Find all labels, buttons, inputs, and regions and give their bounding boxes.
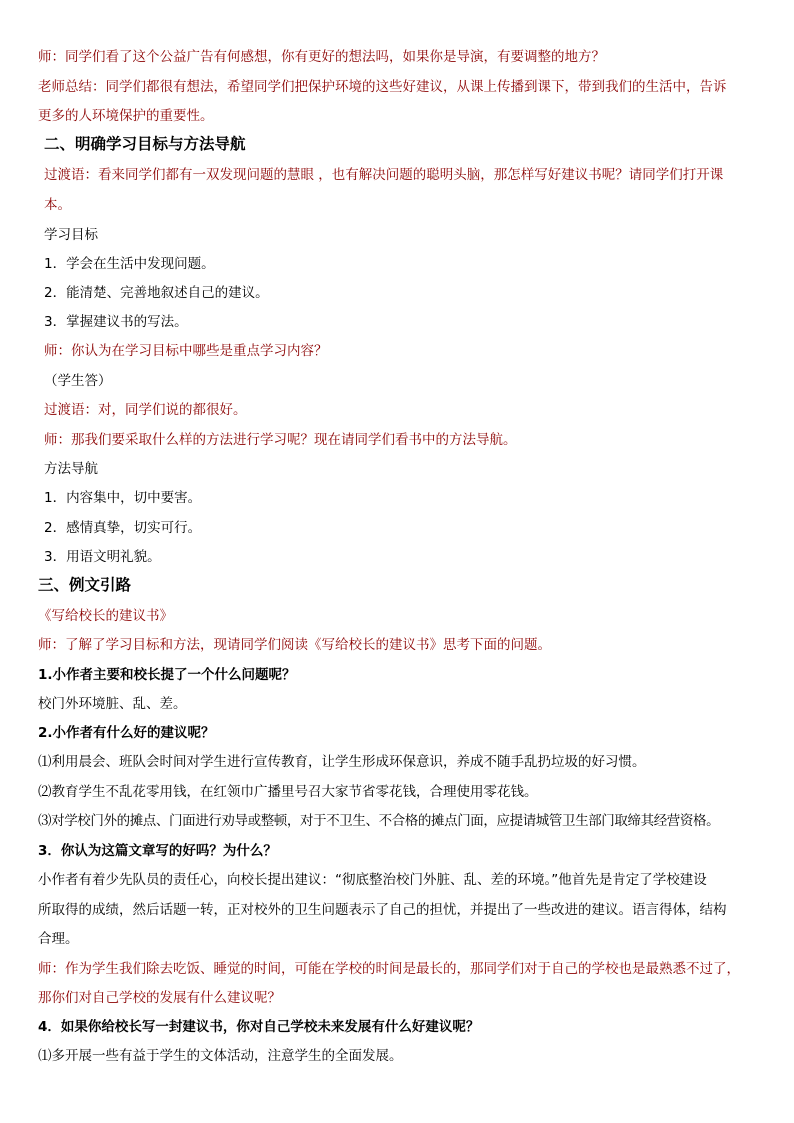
answer-1: 校门外环境脏、乱、差。 [38,696,187,712]
example-title: 《写给校长的建议书》 [38,608,173,624]
answer-2-item-1: ⑴利用晨会、班队会时间对学生进行宣传教育，让学生形成环保意识，养成不随手乱扔垃圾的好习惯。 [38,754,646,770]
question-3: 3．你认为这篇文章写的好吗？为什么？ [38,843,277,859]
answer-2-item-3: ⑶对学校门外的摊点、门面进行劝导或整顿，对于不卫生、不合格的摊点门面，应提请城管卫生部门取缔其经营资格。 [38,813,720,829]
teacher-reading-line: 师：了解了学习目标和方法，现请同学们阅读《写给校长的建议书》思考下面的问题。 [38,637,551,653]
question-2: 2.小作者有什么好的建议呢？ [38,725,215,741]
section-heading-3: 三、例文引路 [38,576,132,594]
answer-2-item-2: ⑵教育学生不乱花零用钱，在红领巾广播里号召大家节省零花钱，合理使用零花钱。 [38,784,538,800]
answer-3-line-2: 所取得的成绩，然后话题一转，正对校外的卫生问题表示了自己的担忧，并提出了一些改进的建议。语言得体，结构 [38,902,727,918]
teacher-summary-line-2: 更多的人环境保护的重要性。 [38,108,214,124]
section-heading-2: 二、明确学习目标与方法导航 [44,135,246,153]
teacher-school-line-1: 师：作为学生我们除去吃饭、睡觉的时间，可能在学校的时间是最长的，那同学们对于自己的学校也是最熟悉不过了， [38,961,740,977]
methods-heading: 方法导航 [44,461,98,477]
transition-line-1: 过渡语：看来同学们都有一双发现问题的慧眼 ，也有解决问题的聪明头脑，那怎样写好建议书呢？请同学们打开课 [44,167,724,183]
goal-item-3: 3．掌握建议书的写法。 [44,314,188,330]
goals-heading: 学习目标 [44,227,98,243]
answer-4-item-1: ⑴多开展一些有益于学生的文体活动，注意学生的全面发展。 [38,1048,403,1064]
goal-item-1: 1．学会在生活中发现问题。 [44,256,215,272]
answer-3-line-3: 合理。 [38,931,79,947]
goal-item-2: 2．能清楚、完善地叙述自己的建议。 [44,285,269,301]
teacher-school-line-2: 那你们对自己学校的发展有什么建议呢？ [38,990,281,1006]
method-item-3: 3．用语文明礼貌。 [44,549,161,565]
teacher-question-line: 师：同学们看了这个公益广告有何感想，你有更好的想法吗，如果你是导演，有要调整的地方？ [38,49,605,65]
method-item-1: 1．内容集中，切中要害。 [44,490,202,506]
question-4: 4．如果你给校长写一封建议书，你对自己学校未来发展有什么好建议呢？ [38,1019,480,1035]
transition-line-2: 本。 [44,197,71,213]
method-item-2: 2．感情真挚，切实可行。 [44,520,202,536]
student-answer-note: （学生答） [44,373,112,389]
teacher-summary-line-1: 老师总结：同学们都很有想法，希望同学们把保护环境的这些好建议，从课上传播到课下，带到我们的生活中，告诉 [38,79,727,95]
answer-3-line-1: 小作者有着少先队员的责任心，向校长提出建议：“彻底整治校门外脏、乱、差的环境。”他首先是肯定了学校建设 [38,872,707,888]
question-1: 1.小作者主要和校长提了一个什么问题呢？ [38,667,296,683]
teacher-question-goals: 师：你认为在学习目标中哪些是重点学习内容？ [44,343,328,359]
teacher-methods-line: 师：那我们要采取什么样的方法进行学习呢？现在请同学们看书中的方法导航。 [44,432,517,448]
transition-line-3: 过渡语：对，同学们说的都很好。 [44,402,247,418]
